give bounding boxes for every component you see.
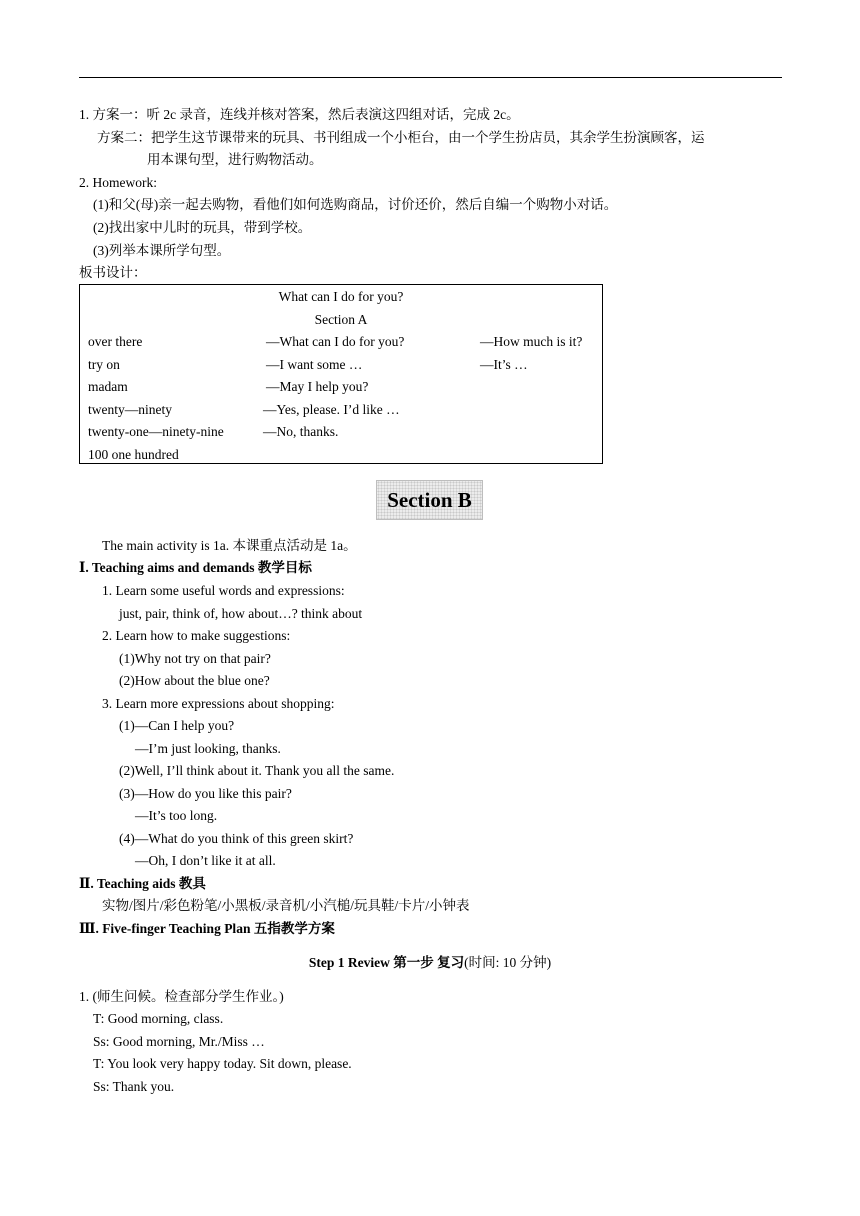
dialog-line: T: You look very happy today. Sit down, please. bbox=[93, 1056, 352, 1071]
aims-expression: (3)—How do you like this pair? bbox=[119, 786, 292, 801]
aims-item-1: 1. Learn some useful words and expressions: bbox=[102, 583, 345, 598]
aims-expression: (1)—Can I help you? bbox=[119, 718, 235, 733]
step1-title: Step 1 Review 第一步 复习 bbox=[308, 955, 465, 970]
aims-suggestion: (2)How about the blue one? bbox=[119, 673, 270, 688]
board-subtitle: Section A bbox=[314, 312, 368, 327]
board-vocab-item: twenty—ninety bbox=[88, 402, 172, 417]
step1-heading bbox=[0, 954, 860, 972]
board-vocab-item: twenty-one—ninety-nine bbox=[88, 424, 224, 439]
board-design-box bbox=[79, 284, 603, 464]
aims-expression: —It’s too long. bbox=[135, 808, 218, 823]
teaching-plan-heading: Ⅲ. Five-finger Teaching Plan 五指教学方案 bbox=[79, 921, 335, 936]
homework-item-2: (2)找出家中儿时的玩具，带到学校。 bbox=[93, 220, 312, 235]
homework-heading: 2. Homework: bbox=[79, 175, 157, 190]
board-title: What can I do for you? bbox=[278, 289, 404, 304]
header-rule bbox=[79, 77, 782, 78]
board-price-sentence: —It’s … bbox=[480, 357, 528, 372]
homework-item-3: (3)列举本课所学句型。 bbox=[93, 243, 231, 258]
aims-expression: —Oh, I don’t like it at all. bbox=[135, 853, 276, 868]
board-vocab-item: try on bbox=[88, 357, 120, 372]
board-vocab-item: 100 one hundred bbox=[88, 447, 179, 462]
step1-item: 1. (师生问候。检查部分学生作业。) bbox=[79, 989, 284, 1004]
board-sentence: —What can I do for you? bbox=[266, 334, 405, 349]
teaching-aids-list: 实物/图片/彩色粉笔/小黑板/录音机/小汽槌/玩具鞋/卡片/小钟表 bbox=[102, 898, 470, 913]
board-sentence: —No, thanks. bbox=[263, 424, 339, 439]
board-price-sentence: —How much is it? bbox=[480, 334, 583, 349]
teaching-aims-heading: Ⅰ. Teaching aims and demands 教学目标 bbox=[79, 560, 312, 575]
dialog-line: Ss: Thank you. bbox=[93, 1079, 175, 1094]
activity-item-1: 1. 方案一：听 2c 录音，连线并核对答案，然后表演这四组对话，完成 2c。 bbox=[79, 107, 520, 122]
aims-words: just, pair, think of, how about…? think about bbox=[119, 606, 363, 621]
board-sentence: —May I help you? bbox=[266, 379, 369, 394]
homework-item-1: (1)和父(母)亲一起去购物，看他们如何选购商品，讨价还价，然后自编一个购物小对话。 bbox=[93, 197, 618, 212]
aims-expression: —I’m just looking, thanks. bbox=[135, 741, 281, 756]
activity-alt-plan-cont: 用本课句型，进行购物活动。 bbox=[147, 152, 323, 167]
aims-suggestion: (1)Why not try on that pair? bbox=[119, 651, 271, 666]
activity-alt-plan: 方案二：把学生这节课带来的玩具、书刊组成一个小柜台，由一个学生扮店员，其余学生扮演顾客，运 bbox=[97, 130, 705, 145]
dialog-line: T: Good morning, class. bbox=[93, 1011, 224, 1026]
section-b-heading: Section B bbox=[376, 480, 483, 520]
board-sentence: —I want some … bbox=[266, 357, 363, 372]
dialog-line: Ss: Good morning, Mr./Miss … bbox=[93, 1034, 265, 1049]
main-activity: The main activity is 1a. 本课重点活动是 1a。 bbox=[102, 538, 357, 553]
aims-item-2: 2. Learn how to make suggestions: bbox=[102, 628, 291, 643]
aims-expression: (4)—What do you think of this green skirt? bbox=[119, 831, 354, 846]
board-vocab-item: madam bbox=[88, 379, 128, 394]
teaching-aids-heading: Ⅱ. Teaching aids 教具 bbox=[79, 876, 206, 891]
aims-item-3: 3. Learn more expressions about shopping: bbox=[102, 696, 335, 711]
aims-expression: (2)Well, I’ll think about it. Thank you all the same. bbox=[119, 763, 395, 778]
board-sentence: —Yes, please. I’d like … bbox=[263, 402, 400, 417]
board-design-label: 板书设计： bbox=[79, 265, 147, 280]
board-vocab-item: over there bbox=[88, 334, 143, 349]
step1-time: (时间: 10 分钟) bbox=[464, 955, 552, 970]
